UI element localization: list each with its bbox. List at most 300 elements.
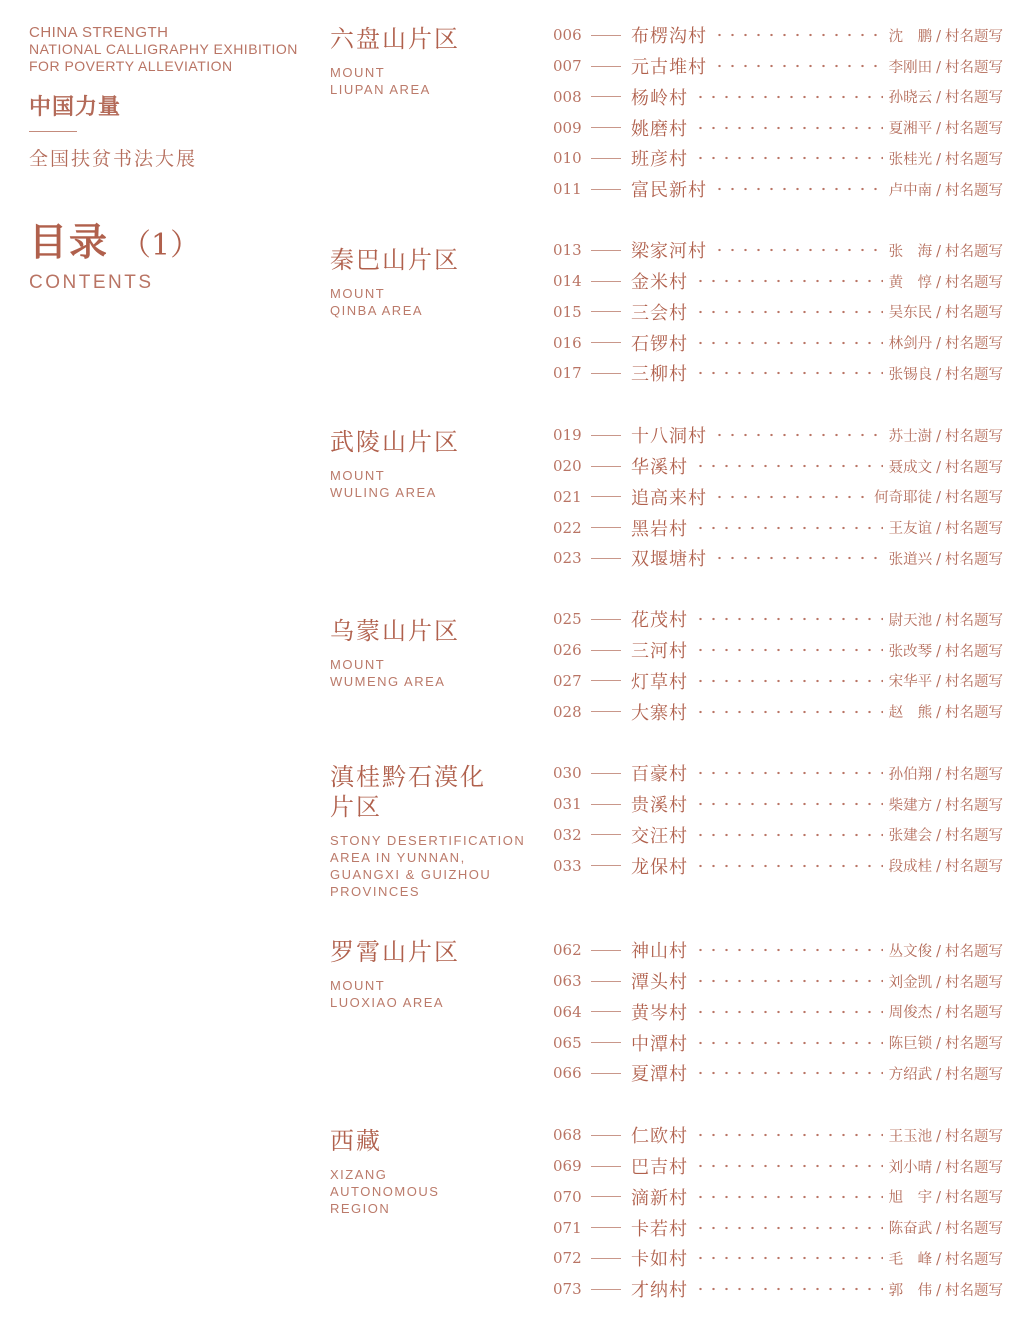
- credit-suffix: 村名题写: [945, 1128, 1003, 1145]
- credit-suffix: 村名题写: [945, 459, 1003, 476]
- slash-separator: /: [936, 859, 941, 876]
- credit-suffix: 村名题写: [945, 1221, 1003, 1238]
- region-english-line: MOUNT: [330, 468, 386, 483]
- toc-entry[interactable]: [553, 604, 1003, 635]
- region-english-line: AUTONOMOUS: [330, 1184, 440, 1199]
- leader-dash: [591, 1073, 621, 1074]
- entry-list: [553, 758, 1003, 881]
- dot-leader: [694, 526, 883, 530]
- toc-entry[interactable]: [553, 1120, 1003, 1151]
- leader-dash: [591, 527, 621, 528]
- page-number: 021: [553, 487, 582, 506]
- region-english-line: GUANGXI & GUIZHOU: [330, 867, 492, 882]
- page-number: 072: [553, 1249, 582, 1268]
- toc-entry[interactable]: [553, 1182, 1003, 1213]
- header-panel: [29, 24, 309, 294]
- calligrapher-name: 段成桂: [888, 859, 933, 876]
- credit-suffix: 村名题写: [945, 121, 1003, 138]
- region-heading: [330, 245, 530, 319]
- page-number: 010: [553, 149, 582, 168]
- calligrapher-name: 赵 熊: [888, 705, 933, 722]
- leader-dash: [591, 189, 621, 190]
- page-number: 071: [553, 1218, 582, 1237]
- page-number: 065: [553, 1033, 582, 1052]
- slash-separator: /: [936, 243, 941, 260]
- leader-dash: [591, 250, 621, 251]
- region-heading: [330, 937, 530, 1011]
- calligrapher-name: 丛文俊: [888, 943, 933, 960]
- toc-entry[interactable]: [553, 696, 1003, 727]
- region-heading: [330, 1126, 530, 1217]
- credit-suffix: 村名题写: [945, 151, 1003, 168]
- slash-separator: /: [936, 943, 941, 960]
- calligrapher-name: 毛 峰: [888, 1251, 933, 1268]
- leader-dash: [591, 1166, 621, 1167]
- leader-dash: [591, 1135, 621, 1136]
- calligrapher-name: 陈奋武: [888, 1221, 933, 1238]
- village-name: 巴吉村: [631, 1157, 688, 1179]
- toc-entry[interactable]: [553, 482, 1003, 513]
- toc-entry[interactable]: [553, 789, 1003, 820]
- village-name: 十八洞村: [631, 426, 707, 448]
- dot-leader: [694, 156, 883, 160]
- leader-dash: [591, 435, 621, 436]
- slash-separator: /: [936, 121, 941, 138]
- toc-entry[interactable]: [553, 420, 1003, 451]
- slash-separator: /: [936, 28, 941, 45]
- dot-leader: [694, 617, 883, 621]
- slash-separator: /: [936, 766, 941, 783]
- calligrapher-name: 王玉池: [888, 1128, 933, 1145]
- region-english-line: MOUNT: [330, 657, 386, 672]
- dot-leader: [694, 464, 883, 468]
- credit-suffix: 村名题写: [945, 274, 1003, 291]
- dot-leader: [694, 1041, 883, 1045]
- author-credit: [889, 855, 1003, 876]
- region-name: 罗霄山片区: [330, 938, 460, 966]
- credit-suffix: 村名题写: [945, 766, 1003, 783]
- credit-suffix: 村名题写: [945, 674, 1003, 691]
- credit-suffix: 村名题写: [945, 182, 1003, 199]
- leader-dash: [591, 619, 621, 620]
- credit-suffix: 村名题写: [945, 705, 1003, 722]
- slash-separator: /: [936, 151, 941, 168]
- calligrapher-name: 柴建方: [888, 797, 933, 814]
- credit-suffix: 村名题写: [945, 59, 1003, 76]
- page-number: 023: [553, 549, 582, 568]
- page-number: 011: [553, 180, 582, 199]
- village-name: 交汪村: [631, 825, 688, 847]
- author-credit: [889, 1186, 1003, 1207]
- page-number: 019: [553, 426, 582, 445]
- contents-label: CONTENTS: [29, 272, 154, 293]
- calligrapher-name: 沈 鹏: [888, 28, 933, 45]
- author-credit: [889, 1248, 1003, 1269]
- region-english-line: AREA IN YUNNAN,: [330, 850, 466, 865]
- village-name: 神山村: [631, 941, 688, 963]
- calligrapher-name: 张 海: [888, 243, 933, 260]
- calligrapher-name: 何奇耶徒: [874, 490, 933, 507]
- slash-separator: /: [936, 828, 941, 845]
- toc-entry[interactable]: [553, 327, 1003, 358]
- entry-list: [553, 604, 1003, 727]
- region-english-name: [330, 656, 530, 690]
- toc-entry[interactable]: [553, 143, 1003, 174]
- page-number: 015: [553, 302, 582, 321]
- region-english-name: [330, 832, 530, 900]
- credit-suffix: 村名题写: [945, 612, 1003, 629]
- author-credit: [889, 363, 1003, 384]
- page-number: 027: [553, 671, 582, 690]
- calligrapher-name: 孙伯翔: [888, 766, 933, 783]
- calligrapher-name: 卢中南: [888, 182, 933, 199]
- leader-dash: [591, 496, 621, 497]
- page-number: 032: [553, 825, 582, 844]
- page-number: 066: [553, 1064, 582, 1083]
- credit-suffix: 村名题写: [945, 859, 1003, 876]
- page-number: 017: [553, 364, 582, 383]
- region-name: 西藏: [330, 1127, 382, 1155]
- village-name: 潭头村: [631, 972, 688, 994]
- credit-suffix: 村名题写: [945, 1159, 1003, 1176]
- toc-entry[interactable]: [553, 1212, 1003, 1243]
- region-english-name: [330, 977, 530, 1011]
- village-name: 三柳村: [631, 364, 688, 386]
- slash-separator: /: [936, 336, 941, 353]
- calligrapher-name: 张建会: [888, 828, 933, 845]
- leader-dash: [591, 950, 621, 951]
- calligrapher-name: 张改琴: [888, 643, 933, 660]
- page-number: 013: [553, 241, 582, 260]
- page-number: 062: [553, 941, 582, 960]
- dot-leader: [713, 433, 883, 437]
- village-name: 大寨村: [631, 702, 688, 724]
- slash-separator: /: [936, 459, 941, 476]
- dot-leader: [694, 679, 883, 683]
- leader-dash: [591, 680, 621, 681]
- region-english-name: [330, 1166, 530, 1217]
- dot-leader: [694, 1133, 883, 1137]
- credit-suffix: 村名题写: [945, 1282, 1003, 1299]
- slash-separator: /: [936, 974, 941, 991]
- author-credit: [889, 1279, 1003, 1300]
- slash-separator: /: [936, 274, 941, 291]
- author-credit: [889, 456, 1003, 477]
- toc-entry[interactable]: [553, 850, 1003, 881]
- village-name: 贵溪村: [631, 795, 688, 817]
- dot-leader: [694, 1010, 883, 1014]
- entry-list: [553, 420, 1003, 574]
- region-english-line: LIUPAN AREA: [330, 82, 431, 97]
- toc-entry[interactable]: [553, 1274, 1003, 1305]
- page-number: 008: [553, 87, 582, 106]
- dot-leader: [694, 979, 883, 983]
- author-credit: [889, 670, 1003, 691]
- region-english-line: REGION: [330, 1201, 391, 1216]
- author-credit: [889, 117, 1003, 138]
- calligrapher-name: 聂成文: [888, 459, 933, 476]
- author-credit: [889, 824, 1003, 845]
- slash-separator: /: [936, 797, 941, 814]
- village-name: 卡若村: [631, 1218, 688, 1240]
- calligrapher-name: 张桂光: [888, 151, 933, 168]
- page-number: 014: [553, 272, 582, 291]
- toc-entry[interactable]: [553, 758, 1003, 789]
- dot-leader: [694, 95, 883, 99]
- slash-separator: /: [936, 1159, 941, 1176]
- en-title-line: CHINA STRENGTH: [29, 24, 169, 41]
- toc-entry[interactable]: [553, 820, 1003, 851]
- author-credit: [889, 56, 1003, 77]
- author-credit: [889, 240, 1003, 261]
- village-name: 金米村: [631, 272, 688, 294]
- author-credit: [889, 971, 1003, 992]
- exhibition-english-title: [29, 24, 309, 75]
- leader-dash: [591, 373, 621, 374]
- author-credit: [889, 179, 1003, 200]
- village-name: 卡如村: [631, 1249, 688, 1271]
- leader-dash: [591, 35, 621, 36]
- leader-dash: [591, 158, 621, 159]
- page-number: 073: [553, 1280, 582, 1299]
- dot-leader: [694, 1256, 883, 1260]
- dot-leader: [713, 495, 868, 499]
- leader-dash: [591, 981, 621, 982]
- region-heading: [330, 24, 530, 98]
- dot-leader: [694, 1287, 883, 1291]
- calligrapher-name: 苏士澍: [888, 428, 933, 445]
- slash-separator: /: [936, 705, 941, 722]
- leader-dash: [591, 711, 621, 712]
- region-english-line: MOUNT: [330, 65, 386, 80]
- author-credit: [874, 486, 1003, 507]
- village-name: 百豪村: [631, 764, 688, 786]
- calligrapher-name: 黄 惇: [888, 274, 933, 291]
- slash-separator: /: [936, 305, 941, 322]
- village-name: 中潭村: [631, 1033, 688, 1055]
- village-name: 班彦村: [631, 149, 688, 171]
- author-credit: [889, 425, 1003, 446]
- credit-suffix: 村名题写: [945, 28, 1003, 45]
- dot-leader: [694, 341, 883, 345]
- village-name: 富民新村: [631, 180, 707, 202]
- slash-separator: /: [936, 1251, 941, 1268]
- author-credit: [889, 271, 1003, 292]
- credit-suffix: 村名题写: [945, 521, 1003, 538]
- author-credit: [889, 1125, 1003, 1146]
- page-number: 026: [553, 641, 582, 660]
- toc-entry[interactable]: [553, 235, 1003, 266]
- toc-entry[interactable]: [553, 543, 1003, 574]
- village-name: 仁欧村: [631, 1126, 688, 1148]
- leader-dash: [591, 1227, 621, 1228]
- dot-leader: [713, 64, 883, 68]
- slash-separator: /: [936, 1066, 941, 1083]
- toc-entry[interactable]: [553, 20, 1003, 51]
- author-credit: [889, 517, 1003, 538]
- page-number: 020: [553, 457, 582, 476]
- page-number: 025: [553, 610, 582, 629]
- village-name: 花茂村: [631, 610, 688, 632]
- calligrapher-name: 张锡良: [888, 366, 933, 383]
- author-credit: [889, 1063, 1003, 1084]
- slash-separator: /: [936, 59, 941, 76]
- author-credit: [889, 609, 1003, 630]
- region-name: 滇桂黔石漠化 片区: [330, 763, 486, 821]
- page-number: 016: [553, 333, 582, 352]
- leader-dash: [591, 466, 621, 467]
- slash-separator: /: [936, 521, 941, 538]
- toc-entry[interactable]: [553, 358, 1003, 389]
- page-number: 070: [553, 1187, 582, 1206]
- region-english-line: WULING AREA: [330, 485, 437, 500]
- toc-title: 目录: [29, 219, 110, 264]
- author-credit: [889, 763, 1003, 784]
- dot-leader: [694, 864, 883, 868]
- village-name: 才纳村: [631, 1280, 688, 1302]
- leader-dash: [591, 650, 621, 651]
- leader-dash: [591, 96, 621, 97]
- leader-dash: [591, 773, 621, 774]
- region-english-line: XIZANG: [330, 1167, 388, 1182]
- calligrapher-name: 吴东民: [888, 305, 933, 322]
- region-name: 武陵山片区: [330, 428, 460, 456]
- dot-leader: [694, 710, 883, 714]
- dot-leader: [694, 1226, 883, 1230]
- credit-suffix: 村名题写: [945, 366, 1003, 383]
- dot-leader: [694, 371, 883, 375]
- village-name: 布楞沟村: [631, 26, 707, 48]
- leader-dash: [591, 1196, 621, 1197]
- village-name: 夏潭村: [631, 1064, 688, 1086]
- leader-dash: [591, 281, 621, 282]
- leader-dash: [591, 558, 621, 559]
- en-title-line: NATIONAL CALLIGRAPHY EXHIBITION: [29, 41, 298, 57]
- toc-entry[interactable]: [553, 1027, 1003, 1058]
- author-credit: [889, 332, 1003, 353]
- dot-leader: [694, 310, 883, 314]
- title-divider: [29, 131, 77, 132]
- toc-entry[interactable]: [553, 1243, 1003, 1274]
- toc-entry[interactable]: [553, 1151, 1003, 1182]
- village-name: 三会村: [631, 302, 688, 324]
- credit-suffix: 村名题写: [945, 490, 1003, 507]
- slash-separator: /: [936, 1036, 941, 1053]
- toc-entry[interactable]: [553, 82, 1003, 113]
- dot-leader: [694, 833, 883, 837]
- region-english-name: [330, 467, 530, 501]
- toc-entry[interactable]: [553, 266, 1003, 297]
- slash-separator: /: [936, 1221, 941, 1238]
- entry-list: [553, 235, 1003, 389]
- author-credit: [889, 794, 1003, 815]
- page-number: 031: [553, 795, 582, 814]
- toc-entry[interactable]: [553, 935, 1003, 966]
- credit-suffix: 村名题写: [945, 1251, 1003, 1268]
- calligrapher-name: 刘小晴: [888, 1159, 933, 1176]
- author-credit: [889, 1156, 1003, 1177]
- toc-entry[interactable]: [553, 666, 1003, 697]
- dot-leader: [713, 187, 883, 191]
- calligrapher-name: 郭 伟: [888, 1282, 933, 1299]
- dot-leader: [713, 556, 883, 560]
- credit-suffix: 村名题写: [945, 305, 1003, 322]
- toc-entry[interactable]: [553, 512, 1003, 543]
- slash-separator: /: [936, 490, 941, 507]
- author-credit: [889, 1032, 1003, 1053]
- dot-leader: [694, 648, 883, 652]
- slash-separator: /: [936, 90, 941, 107]
- leader-dash: [591, 1258, 621, 1259]
- slash-separator: /: [936, 643, 941, 660]
- village-name: 龙保村: [631, 856, 688, 878]
- village-name: 滴新村: [631, 1187, 688, 1209]
- credit-suffix: 村名题写: [945, 1066, 1003, 1083]
- page-number: 033: [553, 856, 582, 875]
- calligrapher-name: 林剑丹: [888, 336, 933, 353]
- village-name: 姚磨村: [631, 118, 688, 140]
- toc-entry[interactable]: [553, 966, 1003, 997]
- page-number: 007: [553, 57, 582, 76]
- slash-separator: /: [936, 1282, 941, 1299]
- village-name: 杨岭村: [631, 87, 688, 109]
- entry-list: [553, 1120, 1003, 1305]
- credit-suffix: 村名题写: [945, 336, 1003, 353]
- author-credit: [889, 301, 1003, 322]
- calligrapher-name: 李刚田: [888, 59, 933, 76]
- toc-entry[interactable]: [553, 174, 1003, 205]
- calligrapher-name: 尉天池: [888, 612, 933, 629]
- credit-suffix: 村名题写: [945, 1005, 1003, 1022]
- page-number: 030: [553, 764, 582, 783]
- dot-leader: [713, 33, 883, 37]
- village-name: 双堰塘村: [631, 549, 707, 571]
- dot-leader: [694, 948, 883, 952]
- region-heading: [330, 616, 530, 690]
- toc-entry[interactable]: [553, 297, 1003, 328]
- village-name: 梁家河村: [631, 241, 707, 263]
- page-number: 069: [553, 1157, 582, 1176]
- toc-entry[interactable]: [553, 997, 1003, 1028]
- author-credit: [889, 25, 1003, 46]
- leader-dash: [591, 1011, 621, 1012]
- leader-dash: [591, 127, 621, 128]
- dot-leader: [694, 126, 883, 130]
- page-number: 068: [553, 1126, 582, 1145]
- credit-suffix: 村名题写: [945, 974, 1003, 991]
- toc-entry[interactable]: [553, 112, 1003, 143]
- author-credit: [889, 1217, 1003, 1238]
- village-name: 三河村: [631, 641, 688, 663]
- dot-leader: [694, 1195, 883, 1199]
- region-english-line: WUMENG AREA: [330, 674, 446, 689]
- slash-separator: /: [936, 428, 941, 445]
- toc-entry[interactable]: [553, 51, 1003, 82]
- page-number: 063: [553, 972, 582, 991]
- toc-entry[interactable]: [553, 635, 1003, 666]
- calligrapher-name: 夏湘平: [888, 121, 933, 138]
- region-heading: [330, 762, 530, 900]
- region-english-line: PROVINCES: [330, 884, 421, 899]
- dot-leader: [694, 771, 883, 775]
- region-english-line: MOUNT: [330, 286, 386, 301]
- author-credit: [889, 1001, 1003, 1022]
- toc-entry[interactable]: [553, 451, 1003, 482]
- slash-separator: /: [936, 182, 941, 199]
- page-number: 064: [553, 1002, 582, 1021]
- toc-entry[interactable]: [553, 1058, 1003, 1089]
- author-credit: [889, 148, 1003, 169]
